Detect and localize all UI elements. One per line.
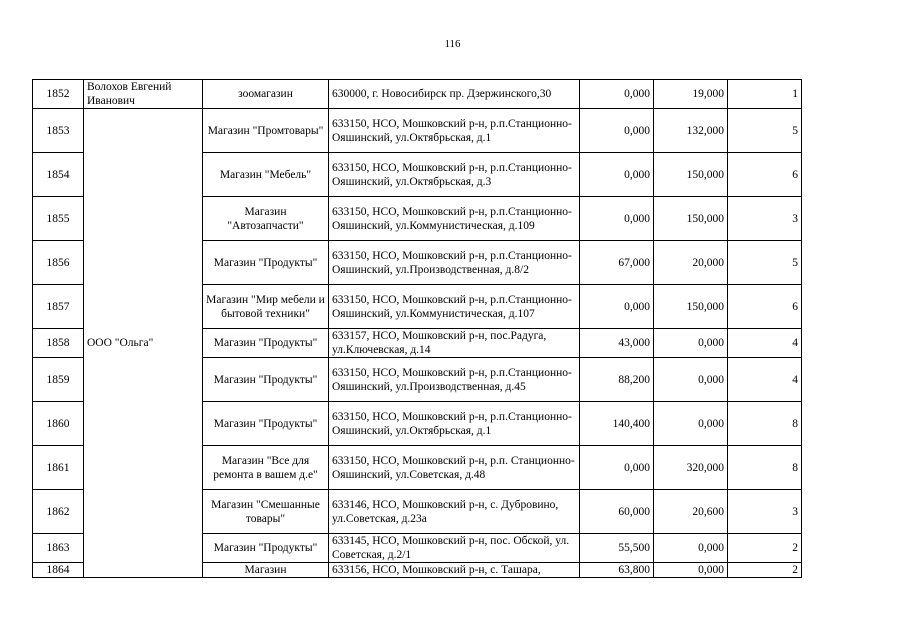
value-1: 60,000 bbox=[580, 490, 654, 534]
shop-name: Магазин "Промтовары" bbox=[203, 109, 329, 153]
row-number: 1853 bbox=[33, 109, 84, 153]
shop-name: Магазин "Продукты" bbox=[203, 358, 329, 402]
value-2: 0,000 bbox=[654, 402, 728, 446]
shop-name: Магазин bbox=[203, 563, 329, 578]
row-number: 1852 bbox=[33, 80, 84, 109]
value-2: 20,600 bbox=[654, 490, 728, 534]
value-2: 320,000 bbox=[654, 446, 728, 490]
shop-address: 633150, НСО, Мошковский р-н, р.п.Станционно-Ояшинский, ул.Производственная, д.8/2 bbox=[329, 241, 580, 285]
row-number: 1861 bbox=[33, 446, 84, 490]
row-number: 1864 bbox=[33, 563, 84, 578]
value-3: 3 bbox=[728, 197, 802, 241]
value-2: 150,000 bbox=[654, 197, 728, 241]
value-2: 0,000 bbox=[654, 563, 728, 578]
value-2: 150,000 bbox=[654, 285, 728, 329]
row-number: 1863 bbox=[33, 534, 84, 563]
row-number: 1856 bbox=[33, 241, 84, 285]
shop-name: зоомагазин bbox=[203, 80, 329, 109]
shop-name: Магазин "Автозапчасти" bbox=[203, 197, 329, 241]
value-3: 5 bbox=[728, 241, 802, 285]
shop-address: 633150, НСО, Мошковский р-н, р.п.Станционно-Ояшинский, ул.Октябрьская, д.1 bbox=[329, 402, 580, 446]
shop-address: 633150, НСО, Мошковский р-н, р.п.Станционно-Ояшинский, ул.Производственная, д.45 bbox=[329, 358, 580, 402]
value-2: 20,000 bbox=[654, 241, 728, 285]
value-1: 0,000 bbox=[580, 285, 654, 329]
shop-address: 633150, НСО, Мошковский р-н, р.п.Станционно-Ояшинский, ул.Октябрьская, д.1 bbox=[329, 109, 580, 153]
shop-address: 633150, НСО, Мошковский р-н, р.п.Станционно-Ояшинский, ул.Коммунистическая, д.109 bbox=[329, 197, 580, 241]
value-1: 63,800 bbox=[580, 563, 654, 578]
value-1: 0,000 bbox=[580, 197, 654, 241]
shop-name: Магазин "Все для ремонта в вашем д.е" bbox=[203, 446, 329, 490]
shop-name: Магазин "Продукты" bbox=[203, 534, 329, 563]
value-3: 4 bbox=[728, 329, 802, 358]
shop-address: 633145, НСО, Мошковский р-н, пос. Обской, ул. Советская, д.2/1 bbox=[329, 534, 580, 563]
owner-name: Волохов Евгений Иванович bbox=[84, 80, 203, 109]
shop-address: 633156, НСО, Мошковский р-н, с. Ташара, bbox=[329, 563, 580, 578]
value-3: 6 bbox=[728, 153, 802, 197]
shop-name: Магазин "Мир мебели и бытовой техники" bbox=[203, 285, 329, 329]
shop-address: 633146, НСО, Мошковский р-н, с. Дубровино, ул.Советская, д.23а bbox=[329, 490, 580, 534]
shop-address: 633157, НСО, Мошковский р-н, пос.Радуга, ул.Ключевская, д.14 bbox=[329, 329, 580, 358]
value-1: 43,000 bbox=[580, 329, 654, 358]
shop-address: 633150, НСО, Мошковский р-н, р.п.Станционно-Ояшинский, ул.Октябрьская, д.3 bbox=[329, 153, 580, 197]
shop-address: 633150, НСО, Мошковский р-н, р.п.Станционно-Ояшинский, ул.Коммунистическая, д.107 bbox=[329, 285, 580, 329]
shop-name: Магазин "Смешанные товары" bbox=[203, 490, 329, 534]
value-3: 2 bbox=[728, 563, 802, 578]
value-2: 132,000 bbox=[654, 109, 728, 153]
value-2: 19,000 bbox=[654, 80, 728, 109]
shop-name: Магазин "Мебель" bbox=[203, 153, 329, 197]
row-number: 1860 bbox=[33, 402, 84, 446]
value-3: 6 bbox=[728, 285, 802, 329]
value-2: 150,000 bbox=[654, 153, 728, 197]
value-1: 55,500 bbox=[580, 534, 654, 563]
value-3: 8 bbox=[728, 402, 802, 446]
value-3: 8 bbox=[728, 446, 802, 490]
value-3: 4 bbox=[728, 358, 802, 402]
value-1: 0,000 bbox=[580, 109, 654, 153]
value-1: 0,000 bbox=[580, 80, 654, 109]
value-3: 3 bbox=[728, 490, 802, 534]
value-1: 67,000 bbox=[580, 241, 654, 285]
value-2: 0,000 bbox=[654, 358, 728, 402]
value-3: 2 bbox=[728, 534, 802, 563]
value-2: 0,000 bbox=[654, 534, 728, 563]
value-1: 0,000 bbox=[580, 446, 654, 490]
registry-table bbox=[32, 79, 802, 578]
value-2: 0,000 bbox=[654, 329, 728, 358]
shop-name: Магазин "Продукты" bbox=[203, 402, 329, 446]
table-row bbox=[33, 80, 802, 109]
row-number: 1855 bbox=[33, 197, 84, 241]
shop-address: 633150, НСО, Мошковский р-н, р.п. Станционно-Ояшинский, ул.Советская, д.48 bbox=[329, 446, 580, 490]
row-number: 1854 bbox=[33, 153, 84, 197]
owner-name: ООО "Ольга" bbox=[84, 109, 203, 578]
row-number: 1859 bbox=[33, 358, 84, 402]
value-1: 88,200 bbox=[580, 358, 654, 402]
value-1: 0,000 bbox=[580, 153, 654, 197]
shop-address: 630000, г. Новосибирск пр. Дзержинского,30 bbox=[329, 80, 580, 109]
row-number: 1857 bbox=[33, 285, 84, 329]
row-number: 1858 bbox=[33, 329, 84, 358]
value-3: 5 bbox=[728, 109, 802, 153]
value-3: 1 bbox=[728, 80, 802, 109]
value-1: 140,400 bbox=[580, 402, 654, 446]
page-number: 116 bbox=[444, 38, 461, 50]
row-number: 1862 bbox=[33, 490, 84, 534]
shop-name: Магазин "Продукты" bbox=[203, 329, 329, 358]
shop-name: Магазин "Продукты" bbox=[203, 241, 329, 285]
table-row bbox=[33, 109, 802, 153]
